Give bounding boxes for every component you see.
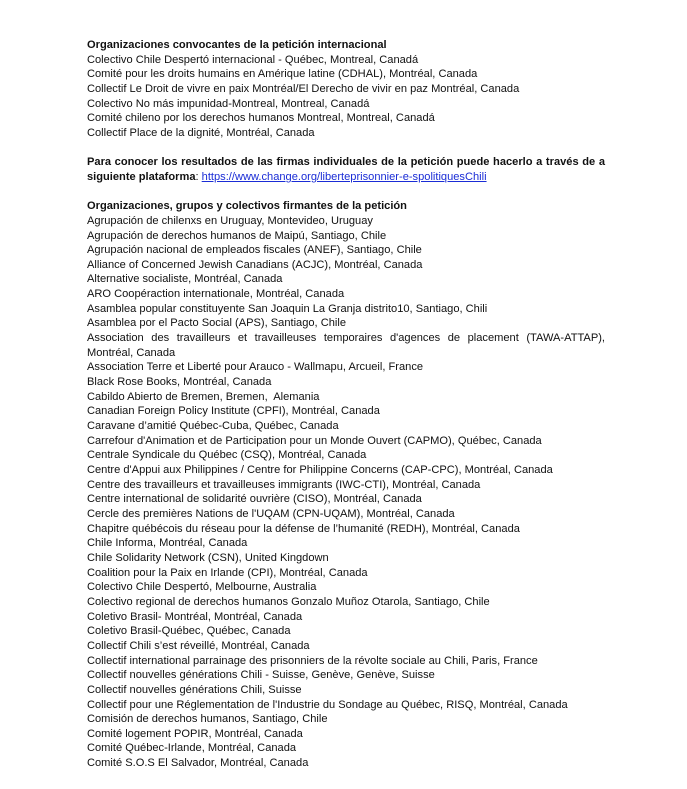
list-item: Association Terre et Liberté pour Arauco - Wallmapu, Arcueil, France	[87, 361, 424, 374]
list-item: Asamblea popular constituyente San Joaquin La Granja distrito10, Santiago, Chili	[87, 302, 488, 315]
list-item: Centre international de solidarité ouvrière (CISO), Montréal, Canada	[87, 493, 422, 506]
signatories-heading: Organizaciones, grupos y colectivos firmantes de la petición	[87, 200, 407, 213]
list-item: Cabildo Abierto de Bremen, Bremen, Alemania	[87, 390, 320, 403]
list-item: Agrupación de chilenxs en Uruguay, Montevideo, Uruguay	[87, 214, 373, 227]
list-item: Caravane d’amitié Québec-Cuba, Québec, Canada	[87, 420, 339, 433]
list-item: Collectif nouvelles générations Chili, Suisse	[87, 683, 302, 696]
document-page	[87, 38, 605, 771]
list-item: Carrefour d'Animation et de Participation pour un Monde Ouvert (CAPMO), Québec, Canada	[87, 434, 542, 447]
list-item: Coletivo Brasil- Montréal, Montréal, Canada	[87, 610, 303, 623]
list-item: Agrupación nacional de empleados fiscales (ANEF), Santiago, Chile	[87, 244, 422, 257]
list-item: Centrale Syndicale du Québec (CSQ), Montréal, Canada	[87, 449, 367, 462]
list-item: Chile Solidarity Network (CSN), United Kingdown	[87, 551, 329, 564]
list-item-continuation: Montréal, Canada	[87, 346, 176, 359]
conveners-list	[87, 53, 605, 141]
results-note	[87, 155, 605, 184]
list-item: Comité Québec-Irlande, Montréal, Canada	[87, 742, 297, 755]
list-item: Comité pour les droits humains en Amérique latine (CDHAL), Montréal, Canada	[87, 68, 478, 81]
list-item: Cercle des premières Nations de l'UQAM (CPN-UQAM), Montréal, Canada	[87, 507, 455, 520]
list-item: Centre d'Appui aux Philippines / Centre for Philippine Concerns (CAP-CPC), Montréal, Canada	[87, 464, 553, 476]
spacer	[87, 141, 605, 156]
list-item: Collectif pour une Réglementation de l'Industrie du Sondage au Québec, RISQ, Montréal, Canada	[87, 698, 568, 711]
list-item: Colectivo No más impunidad-Montreal, Montreal, Canadá	[87, 97, 370, 110]
list-item: ARO Coopéraction internationale, Montréal, Canada	[87, 288, 345, 301]
results-note-label: siguiente plataforma	[87, 170, 196, 183]
petition-link[interactable]: https://www.change.org/liberteprisonnier-e-spolitiquesChili	[201, 170, 487, 183]
list-item: Chile Informa, Montréal, Canada	[87, 537, 248, 550]
list-item: Coletivo Brasil-Québec, Québec, Canada	[87, 625, 291, 638]
list-item: Asamblea por el Pacto Social (APS), Santiago, Chile	[87, 317, 346, 330]
list-item: Colectivo Chile Despertó, Melbourne, Australia	[87, 581, 317, 594]
list-item: Comité chileno por los derechos humanos Montreal, Montreal, Canadá	[87, 112, 435, 125]
conveners-heading: Organizaciones convocantes de la petición internacional	[87, 39, 387, 51]
list-item: Colectivo Chile Despertó internacional - Québec, Montreal, Canadá	[87, 53, 419, 66]
results-note-separator: :	[195, 170, 202, 183]
list-item: Collectif Le Droit de vivre en paix Montréal/El Derecho de vivir en paz Montréal, Canada	[87, 82, 520, 95]
list-item: Collectif Place de la dignité, Montréal, Canada	[87, 126, 315, 139]
list-item: Alternative socialiste, Montréal, Canada	[87, 273, 283, 286]
spacer	[87, 185, 605, 200]
list-item: Collectif international parrainage des prisonniers de la révolte sociale au Chili, Paris, France	[87, 654, 538, 667]
signatories-list	[87, 214, 605, 771]
list-item: Centre des travailleurs et travailleuses immigrants (IWC-CTI), Montréal, Canada	[87, 478, 481, 491]
list-item: Collectif nouvelles générations Chili - Suisse, Genève, Genève, Suisse	[87, 669, 435, 682]
results-note-line-1: Para conocer los resultados de las firmas individuales de la petición puede hacerlo a través de a	[87, 156, 605, 169]
list-item: Comisión de derechos humanos, Santiago, Chile	[87, 713, 328, 726]
list-item: Colectivo regional de derechos humanos Gonzalo Muñoz Otarola, Santiago, Chile	[87, 595, 490, 608]
list-item: Chapitre québécois du réseau pour la défense de l’humanité (REDH), Montréal, Canada	[87, 522, 520, 535]
list-item: Coalition pour la Paix en Irlande (CPI), Montréal, Canada	[87, 566, 368, 579]
list-item: Black Rose Books, Montréal, Canada	[87, 376, 272, 389]
list-item: Comité S.O.S El Salvador, Montréal, Canada	[87, 757, 309, 770]
list-item: Agrupación de derechos humanos de Maipú, Santiago, Chile	[87, 229, 387, 242]
list-item: Collectif Chili s’est réveillé, Montréal, Canada	[87, 639, 310, 652]
list-item: Association des travailleurs et travailleuses temporaires d'agences de placement (TAWA-ATTAP),	[87, 332, 605, 345]
list-item: Canadian Foreign Policy Institute (CPFI), Montréal, Canada	[87, 405, 380, 418]
list-item: Comité logement POPIR, Montréal, Canada	[87, 727, 303, 740]
results-note-line-2	[87, 170, 605, 185]
list-item: Alliance of Concerned Jewish Canadians (ACJC), Montréal, Canada	[87, 258, 423, 271]
